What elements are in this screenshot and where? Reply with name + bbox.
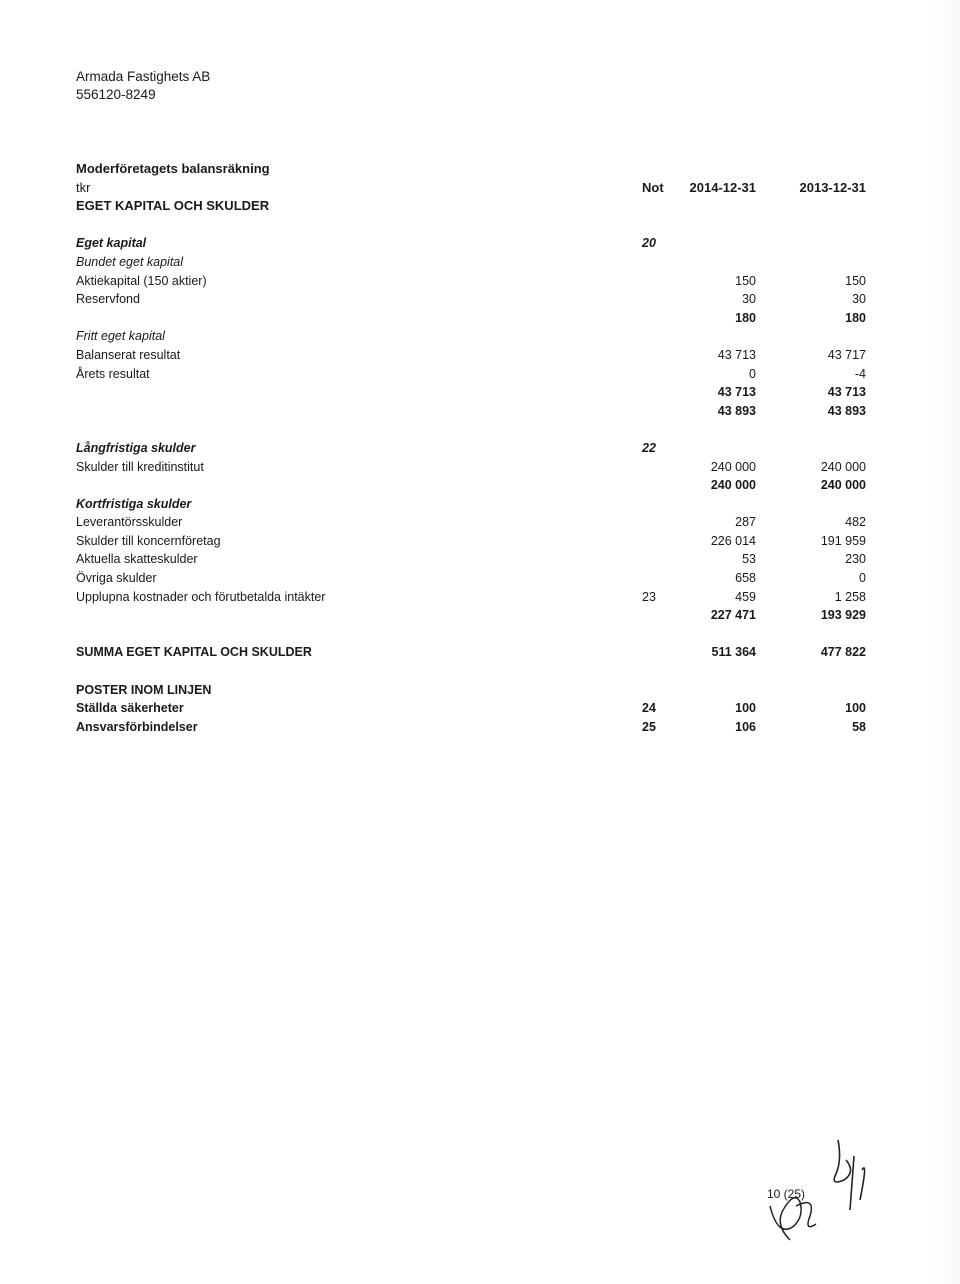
row-label: Leverantörsskulder (76, 515, 183, 530)
value-2013: 230 (845, 552, 866, 567)
row-label: Balanserat resultat (76, 347, 181, 362)
section-title-row (76, 197, 866, 216)
column-header-2014: 2014-12-31 (689, 179, 756, 195)
table-row (76, 272, 866, 291)
table-row (76, 699, 866, 718)
value-2013: 240 000 (820, 478, 866, 493)
table-row (76, 569, 866, 588)
table-row (76, 606, 866, 625)
row-label: Eget kapital (76, 236, 147, 251)
value-2014: 43 713 (717, 347, 756, 362)
row-label: Reservfond (76, 292, 140, 307)
value-2014: 106 (735, 719, 756, 734)
row-label: POSTER INOM LINJEN (76, 682, 212, 697)
table-row (76, 290, 866, 309)
balance-sheet (76, 160, 866, 736)
table-row (76, 253, 866, 272)
table-row (76, 234, 866, 253)
value-2014: 226 014 (710, 533, 756, 548)
report-title-row (76, 160, 866, 179)
row-label: Skulder till koncernföretag (76, 533, 221, 548)
row-label: Aktiekapital (150 aktier) (76, 273, 207, 288)
row-label: Kortfristiga skulder (76, 496, 192, 511)
value-2013: 180 (845, 310, 866, 325)
row-label: Ställda säkerheter (76, 701, 184, 716)
value-2014: 240 000 (710, 459, 756, 474)
table-row (76, 346, 866, 365)
value-2014: 100 (735, 701, 756, 716)
row-label: Långfristiga skulder (76, 440, 196, 455)
section-title: EGET KAPITAL OCH SKULDER (76, 198, 270, 214)
note-column-header: Not (642, 179, 664, 195)
value-2013: 193 929 (820, 608, 866, 623)
column-header-2013: 2013-12-31 (799, 179, 866, 195)
value-2014: 180 (735, 310, 756, 325)
column-header-row (76, 179, 866, 198)
table-row (76, 588, 866, 607)
row-note: 23 (642, 589, 656, 604)
row-label: Årets resultat (76, 366, 150, 381)
report-title: Moderföretagets balansräkning (76, 161, 270, 176)
value-2013: 30 (852, 292, 866, 307)
table-row (76, 643, 866, 662)
row-label: Upplupna kostnader och förutbetalda intäkter (76, 589, 326, 604)
table-row (76, 327, 866, 346)
company-org-number: 556120-8249 (76, 87, 156, 102)
value-2014: 658 (735, 571, 756, 586)
unit-label: tkr (76, 179, 91, 195)
table-row (76, 532, 866, 551)
value-2013: 0 (859, 571, 866, 586)
value-2014: 511 364 (711, 645, 756, 660)
row-label: Aktuella skatteskulder (76, 552, 198, 567)
row-label: Bundet eget kapital (76, 254, 184, 269)
value-2013: 58 (852, 719, 866, 734)
table-row (76, 495, 866, 514)
row-label: Övriga skulder (76, 571, 157, 586)
spacer (76, 216, 866, 235)
company-header (76, 68, 210, 104)
table-row (76, 402, 866, 421)
table-body (76, 234, 866, 736)
value-2014: 150 (735, 273, 756, 288)
table-row (76, 365, 866, 384)
row-label: Skulder till kreditinstitut (76, 459, 204, 474)
table-row (76, 718, 866, 737)
table-row (76, 513, 866, 532)
value-2013: 100 (845, 701, 866, 716)
value-2014: 43 893 (717, 403, 756, 418)
value-2014: 240 000 (710, 478, 756, 493)
company-name: Armada Fastighets AB (76, 69, 211, 84)
table-row (76, 476, 866, 495)
row-note: 22 (642, 440, 656, 455)
value-2014: 30 (742, 292, 756, 307)
table-row (76, 681, 866, 700)
row-label: Ansvarsförbindelser (76, 719, 198, 734)
value-2013: 43 713 (827, 385, 866, 400)
spacer (76, 625, 866, 644)
value-2013: 43 893 (827, 403, 866, 418)
value-2013: 191 959 (820, 533, 866, 548)
value-2013: 1 258 (834, 589, 866, 604)
value-2013: 477 822 (820, 645, 866, 660)
table-row (76, 550, 866, 569)
row-note: 24 (642, 701, 656, 716)
spacer (76, 662, 866, 681)
value-2013: -4 (854, 366, 866, 381)
row-label: Fritt eget kapital (76, 329, 165, 344)
value-2014: 459 (735, 589, 756, 604)
spacer (76, 420, 866, 439)
value-2013: 240 000 (820, 459, 866, 474)
value-2013: 43 717 (827, 347, 866, 362)
table-row (76, 439, 866, 458)
value-2013: 150 (845, 273, 866, 288)
value-2014: 287 (735, 515, 756, 530)
row-label: SUMMA EGET KAPITAL OCH SKULDER (76, 645, 312, 660)
table-row (76, 383, 866, 402)
value-2013: 482 (845, 515, 866, 530)
value-2014: 43 713 (717, 385, 756, 400)
value-2014: 0 (749, 366, 756, 381)
row-note: 25 (642, 719, 656, 734)
row-note: 20 (642, 236, 656, 251)
value-2014: 53 (742, 552, 756, 567)
table-row (76, 458, 866, 477)
scan-shadow (932, 0, 960, 1284)
table-row (76, 309, 866, 328)
page-number: 10 (25) (767, 1187, 806, 1201)
value-2014: 227 471 (710, 608, 756, 623)
